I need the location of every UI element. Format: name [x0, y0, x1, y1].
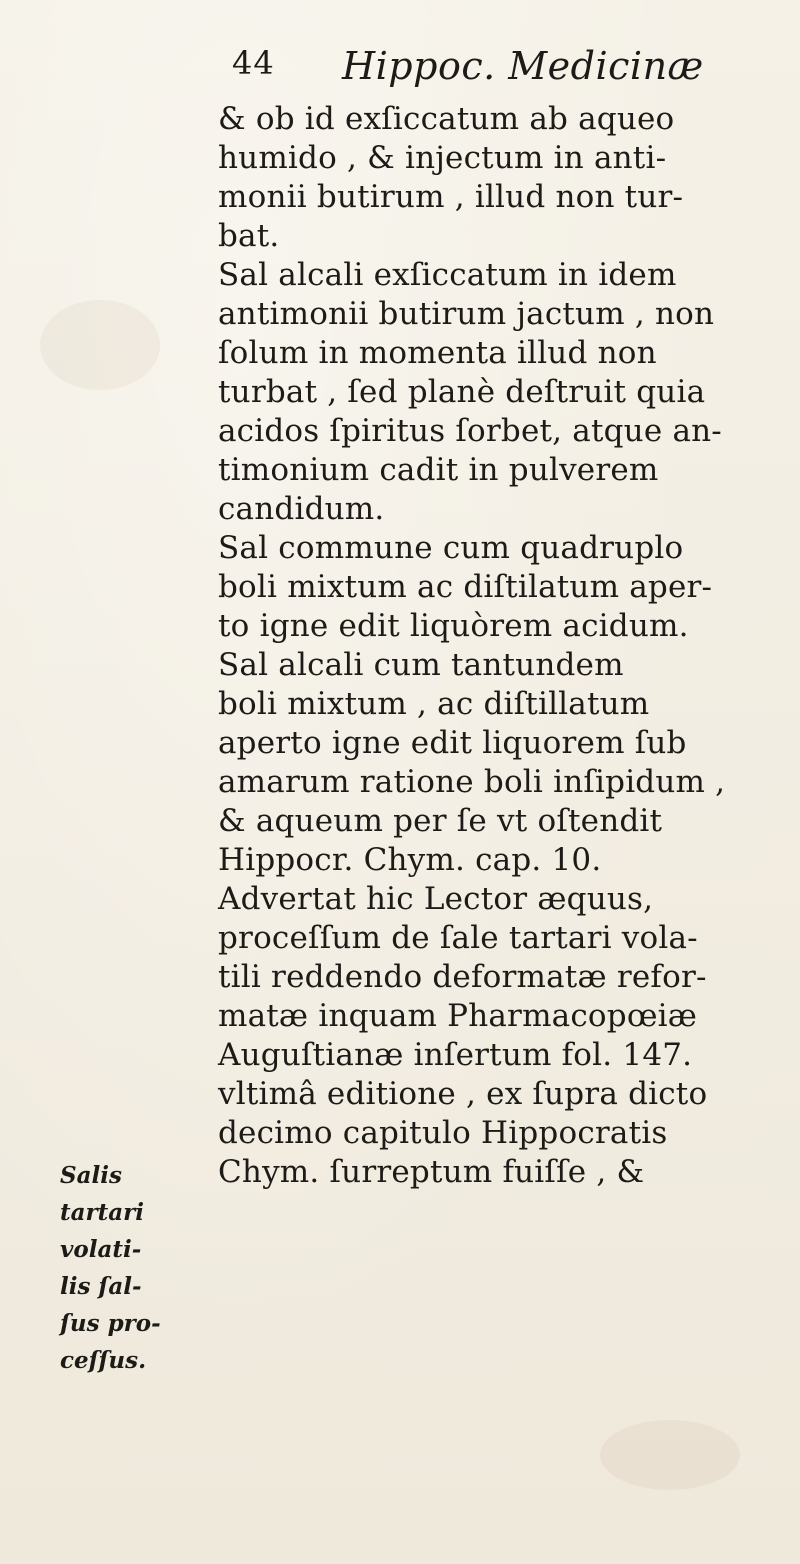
text-line: candidum.	[218, 491, 385, 527]
margin-note-line: Salis	[60, 1162, 122, 1189]
text-line: tili reddendo deformatæ refor-	[218, 959, 707, 995]
text-line: Advertat hic Lector æquus,	[218, 881, 654, 917]
text-line: Chym. ſurreptum fuiſſe , &	[218, 1154, 645, 1190]
paper-stain	[40, 300, 160, 390]
page-number: 44	[232, 44, 275, 82]
text-line: aperto igne edit liquorem ſub	[218, 725, 687, 761]
text-line: & ob id exſiccatum ab aqueo	[218, 101, 675, 137]
text-line: boli mixtum ac diſtilatum aper-	[218, 569, 713, 605]
page-header	[232, 44, 772, 100]
margin-note-line: volati-	[60, 1236, 142, 1263]
margin-note-line: ceſſus.	[60, 1347, 147, 1374]
text-line: ſolum in momenta illud non	[218, 335, 657, 371]
text-line: acidos ſpiritus ſorbet, atque an-	[218, 413, 722, 449]
text-line: boli mixtum , ac diſtillatum	[218, 686, 650, 722]
text-line: amarum ratione boli inſipidum ,	[218, 764, 726, 800]
text-line: monii butirum , illud non tur-	[218, 179, 684, 215]
text-line: decimo capitulo Hippocratis	[218, 1115, 668, 1151]
margin-note-line: ſus pro-	[60, 1310, 161, 1337]
text-line: matæ inquam Pharmacopœiæ	[218, 998, 698, 1034]
text-line: vltimâ editione , ex ſupra dicto	[218, 1076, 708, 1112]
text-line: Sal alcali exſiccatum in idem	[218, 257, 677, 293]
text-line: & aqueum per ſe vt oſtendit	[218, 803, 663, 839]
text-line: turbat , ſed planè deſtruit quia	[218, 374, 706, 410]
margin-note-line: tartari	[60, 1199, 145, 1226]
margin-note	[60, 1157, 161, 1379]
text-line: Hippocr. Chym. cap. 10.	[218, 842, 602, 878]
text-line: timonium cadit in pulverem	[218, 452, 659, 488]
text-line: bat.	[218, 218, 280, 254]
text-line: humido , & injectum in anti-	[218, 140, 667, 176]
paper-stain	[600, 1420, 740, 1490]
text-line: to igne edit liquòrem acidum.	[218, 608, 689, 644]
body-text	[218, 100, 778, 1192]
text-line: proceſſum de ſale tartari vola-	[218, 920, 698, 956]
running-title: Hippoc. Medicinæ	[342, 44, 704, 88]
margin-note-line: lis ſal-	[60, 1273, 142, 1300]
text-line: antimonii butirum jactum , non	[218, 296, 715, 332]
text-line: Auguſtianæ inſertum fol. 147.	[218, 1037, 693, 1073]
text-line: Sal commune cum quadruplo	[218, 530, 684, 566]
text-line: Sal alcali cum tantundem	[218, 647, 624, 683]
